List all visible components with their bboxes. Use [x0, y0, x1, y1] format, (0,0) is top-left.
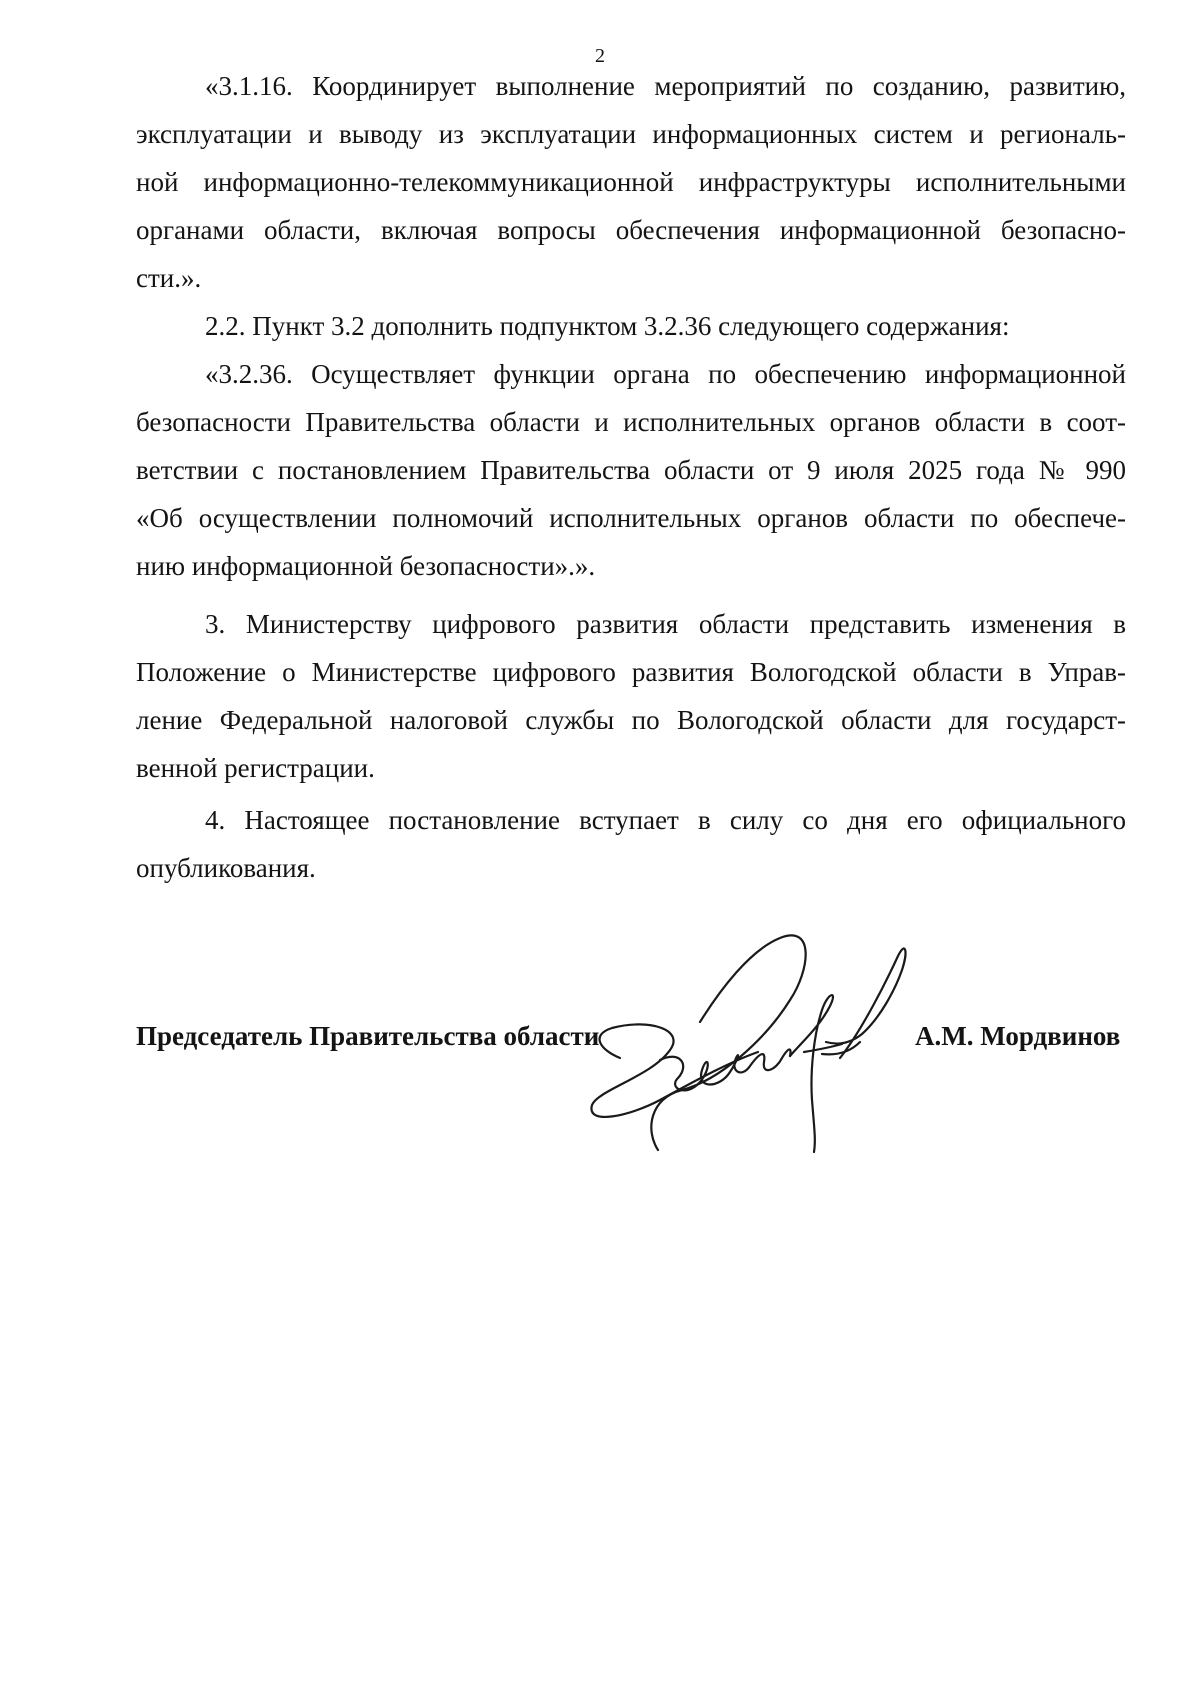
body-line: органами области, включая вопросы обеспечения информационной безопасно-: [136, 215, 1126, 245]
body-line: ление Федеральной налоговой службы по Вологодской области для государст-: [136, 705, 1126, 735]
body-line: 3. Министерству цифрового развития области представить изменения в: [205, 609, 1126, 639]
body-line: «Об осуществлении полномочий исполнительных органов области по обеспече-: [136, 503, 1126, 533]
body-line: «3.1.16. Координирует выполнение мероприятий по созданию, развитию,: [205, 71, 1126, 101]
body-line: Положение о Министерстве цифрового развития Вологодской области в Управ-: [136, 657, 1126, 687]
body-line: опубликования.: [136, 853, 316, 883]
body-line: 2.2. Пункт 3.2 дополнить подпунктом 3.2.36 следующего содержания:: [205, 311, 1010, 341]
handwritten-signature: [590, 930, 935, 1160]
body-line: ветствии с постановлением Правительства области от 9 июля 2025 года № 990: [136, 455, 1126, 485]
signatory-name: А.М. Мордвинов: [915, 1021, 1121, 1051]
body-line: нию информационной безопасности».».: [136, 551, 596, 581]
body-line: сти.».: [136, 263, 202, 293]
body-line: эксплуатации и выводу из эксплуатации информационных систем и региональ-: [136, 119, 1126, 149]
body-line: «3.2.36. Осуществляет функции органа по обеспечению информационной: [205, 359, 1126, 389]
body-line: ной информационно-телекоммуникационной инфраструктуры исполнительными: [136, 167, 1126, 197]
body-line: безопасности Правительства области и исполнительных органов области в соот-: [136, 407, 1126, 437]
page-number: 2: [595, 45, 605, 67]
signatory-position: Председатель Правительства области: [136, 1021, 600, 1051]
body-line: венной регистрации.: [136, 753, 375, 783]
body-line: 4. Настоящее постановление вступает в силу со дня его официального: [205, 805, 1126, 835]
